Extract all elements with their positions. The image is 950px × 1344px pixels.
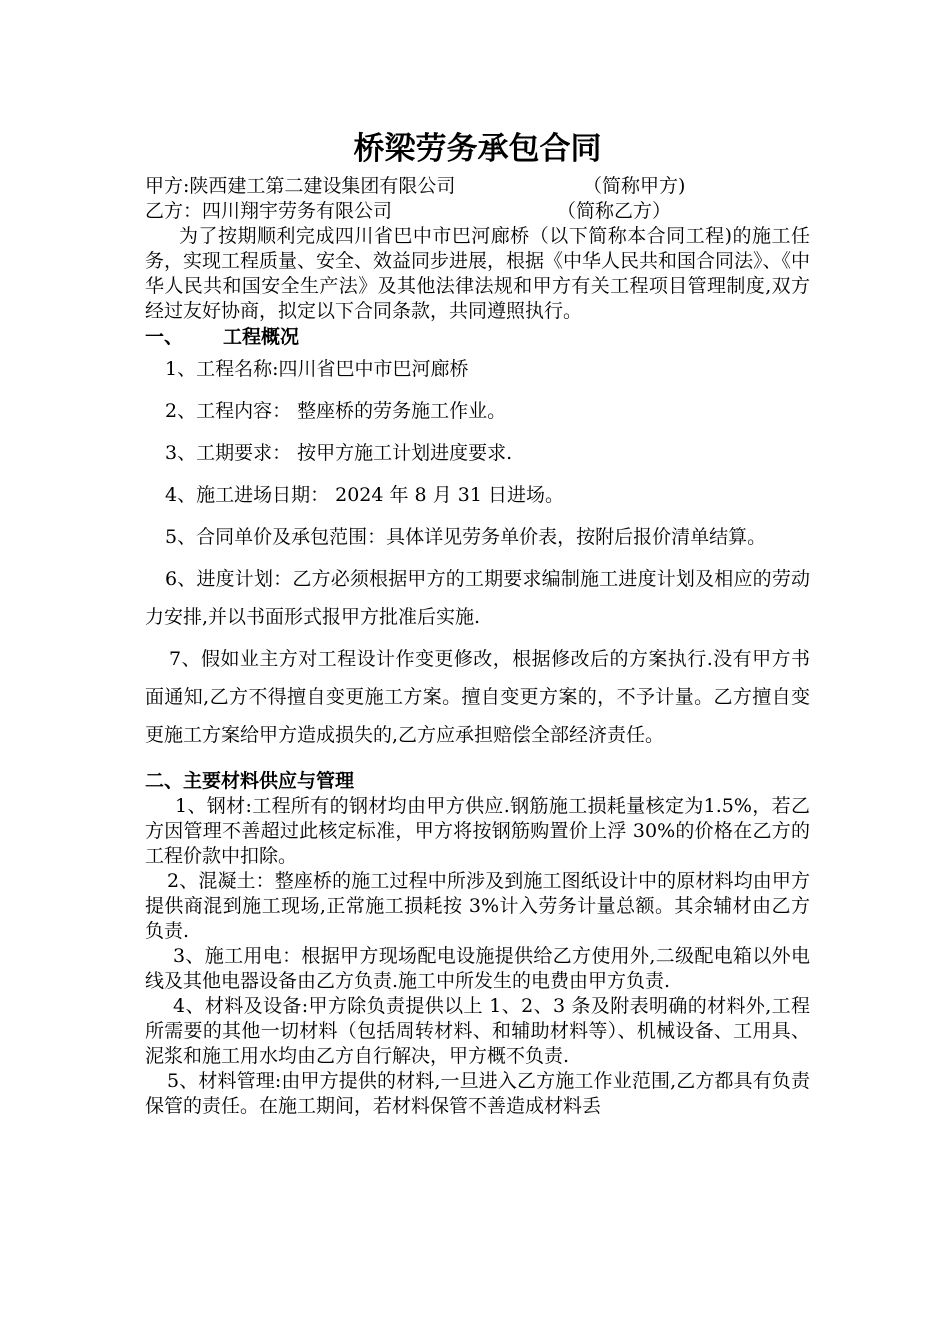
section-1-item: 1、工程名称:四川省巴中市巴河廊桥: [165, 358, 469, 380]
party-a-label: 甲方:陕西建工第二建设集团有限公司: [145, 175, 456, 197]
party-b-abbr: （简称乙方）: [557, 200, 672, 222]
section-1-heading: [145, 324, 810, 350]
section-1-number: 一、: [145, 326, 184, 348]
document-title: 桥梁劳务承包合同: [353, 131, 602, 167]
party-b-line: [145, 199, 810, 224]
section-2-item: 3、施工用电：根据甲方现场配电设施提供给乙方使用外,二级配电箱以外电线及其他电器设备由乙方负责.施工中所发生的电费由甲方负责.: [145, 945, 810, 992]
party-b-label: 乙方：四川翔宇劳务有限公司: [145, 200, 393, 222]
section-2-item: 5、材料管理:由甲方提供的材料,一旦进入乙方施工作业范围,乙方都具有负责保管的责任。在施工期间，若材料保管不善造成材料丢: [145, 1070, 810, 1117]
section-1-title: 工程概况: [223, 326, 300, 348]
section-1-item: 2、工程内容： 整座桥的劳务施工作业。: [165, 400, 507, 422]
section-1-item: 7、假如业主方对工程设计作变更修改，根据修改后的方案执行.没有甲方书面通知,乙方不得擅自变更施工方案。擅自变更方案的，不予计量。乙方擅自变更施工方案给甲方造成损失的,乙方应承担赔偿全部经济责任。: [145, 648, 810, 746]
section-2-heading: 二、主要材料供应与管理: [145, 770, 355, 792]
intro-paragraph: 为了按期顺利完成四川省巴中市巴河廊桥（以下简称本合同工程)的施工任务，实现工程质量、安全、效益同步进展，根据《中华人民共和国合同法》、《中华人民共和国安全生产法》及其他法律法规和甲方有关工程项目管理制度,双方经过友好协商，拟定以下合同条款，共同遵照执行。: [145, 225, 811, 322]
contract-page: [145, 128, 810, 1119]
section-2-item: 1、钢材:工程所有的钢材均由甲方供应.钢筋施工损耗量核定为1.5%，若乙方因管理不善超过此核定标准，甲方将按钢筋购置价上浮 30%的价格在乙方的工程价款中扣除。: [145, 795, 810, 867]
section-2-item: 2、混凝土：整座桥的施工过程中所涉及到施工图纸设计中的原材料均由甲方提供商混到施工现场,正常施工损耗按 3%计入劳务计量总额。其余辅材由乙方负责.: [145, 870, 810, 942]
section-1-item: 3、工期要求： 按甲方施工计划进度要求.: [165, 442, 513, 464]
section-1-item: 6、进度计划：乙方必须根据甲方的工期要求编制施工进度计划及相应的劳动力安排,并以书面形式报甲方批准后实施.: [145, 568, 810, 628]
party-a-abbr: （简称甲方): [583, 175, 686, 197]
section-1-item: 4、施工进场日期： 2024 年 8 月 31 日进场。: [165, 484, 564, 506]
section-1-item: 5、合同单价及承包范围：具体详见劳务单价表，按附后报价清单结算。: [165, 526, 767, 548]
section-2-item: 4、材料及设备:甲方除负责提供以上 1、2、3 条及附表明确的材料外,工程所需要的其他一切材料（包括周转材料、和辅助材料等）、机械设备、工用具、泥浆和施工用水均由乙方自行解决，甲方概不负责.: [145, 995, 810, 1067]
party-a-line: [145, 174, 810, 199]
